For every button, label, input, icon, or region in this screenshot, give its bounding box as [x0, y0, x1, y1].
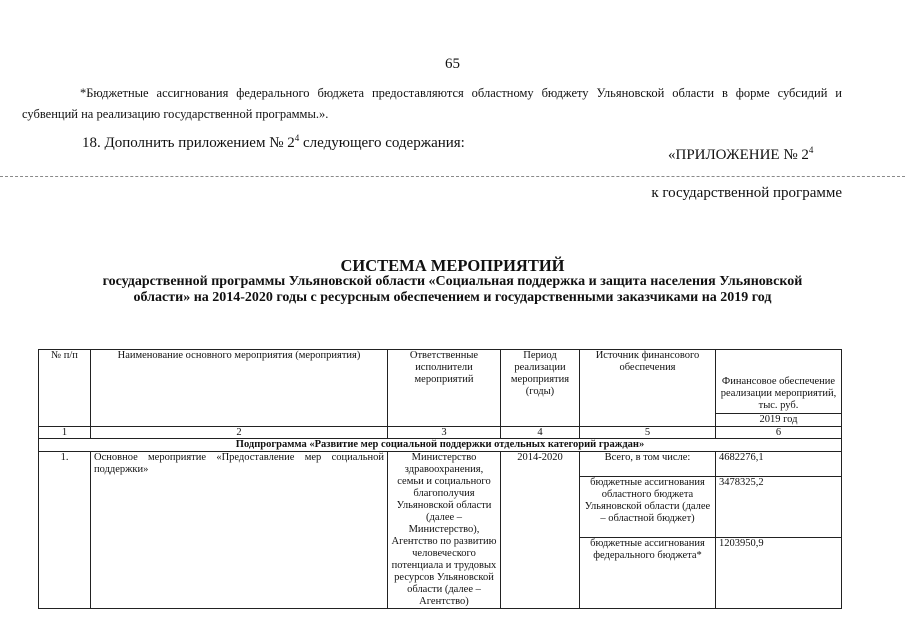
amendment-sup: 4 — [294, 133, 300, 143]
amendment-text: 18. Дополнить приложением № 2 — [82, 135, 295, 151]
source-regional: бюджетные ассигнования областного бюджета Ульяновской области (далее – областной бюджет) — [580, 477, 716, 538]
row-period: 2014-2020 — [501, 452, 580, 609]
header-finance — [716, 350, 842, 427]
header-finance-label: Финансовое обеспечение реализации мероприятий, тыс. руб. — [720, 376, 837, 411]
column-number-3: 3 — [388, 427, 501, 439]
row-name: Основное мероприятие «Предоставление мер социальной поддержки» — [91, 452, 388, 609]
column-number-6: 6 — [716, 427, 842, 439]
table-row — [39, 452, 842, 477]
header-period: Период реализации мероприятия (годы) — [501, 350, 580, 427]
row-responsible: Министерство здравоохранения, семьи и социального благополучия Ульяновской области (далее – Министерство), Агентство по развитию человеческого потенциала и трудовых ресурсов Ульяновской области (далее – Агентство) — [388, 452, 501, 609]
measures-table — [38, 349, 842, 609]
header-name: Наименование основного мероприятия (мероприятия) — [91, 350, 388, 427]
header-finance-year: 2019 год — [716, 413, 841, 426]
source-total: Всего, в том числе: — [580, 452, 716, 477]
appendix-text: «ПРИЛОЖЕНИЕ № 2 — [668, 147, 809, 163]
appendix-reference — [668, 147, 813, 164]
program-reference: к государственной программе — [651, 185, 842, 201]
header-source: Источник финансового обеспечения — [580, 350, 716, 427]
amount-total: 4682276,1 — [716, 452, 842, 477]
row-num: 1. — [39, 452, 91, 609]
column-number-5: 5 — [580, 427, 716, 439]
column-number-1: 1 — [39, 427, 91, 439]
amount-federal: 1203950,9 — [716, 538, 842, 609]
subprogram-heading: Подпрограмма «Развитие мер социальной поддержки отдельных категорий граждан» — [39, 439, 842, 452]
page-number: 65 — [445, 56, 460, 72]
footnote: *Бюджетные ассигнования федерального бюджета предоставляются областному бюджету Ульяновской области в форме субсидий и субвенций на реализацию государственной программы.». — [22, 86, 842, 121]
header-num: № п/п — [39, 350, 91, 427]
column-number-4: 4 — [501, 427, 580, 439]
header-responsible: Ответственные исполнители мероприятий — [388, 350, 501, 427]
document-title: СИСТЕМА МЕРОПРИЯТИЙ — [340, 256, 565, 275]
amount-regional: 3478325,2 — [716, 477, 842, 538]
appendix-sup: 4 — [808, 145, 814, 155]
source-federal: бюджетные ассигнования федерального бюджета* — [580, 538, 716, 609]
column-number-2: 2 — [91, 427, 388, 439]
document-subtitle: государственной программы Ульяновской области «Социальная поддержка и защита населения Ульяновской области» на 2014-2020 годы с ресурсным обеспечением и государственными заказчиками на 2019 год — [102, 274, 803, 305]
amendment-line — [82, 135, 465, 152]
scan-artifact-line — [0, 176, 905, 177]
amendment-tail: следующего содержания: — [299, 135, 465, 151]
